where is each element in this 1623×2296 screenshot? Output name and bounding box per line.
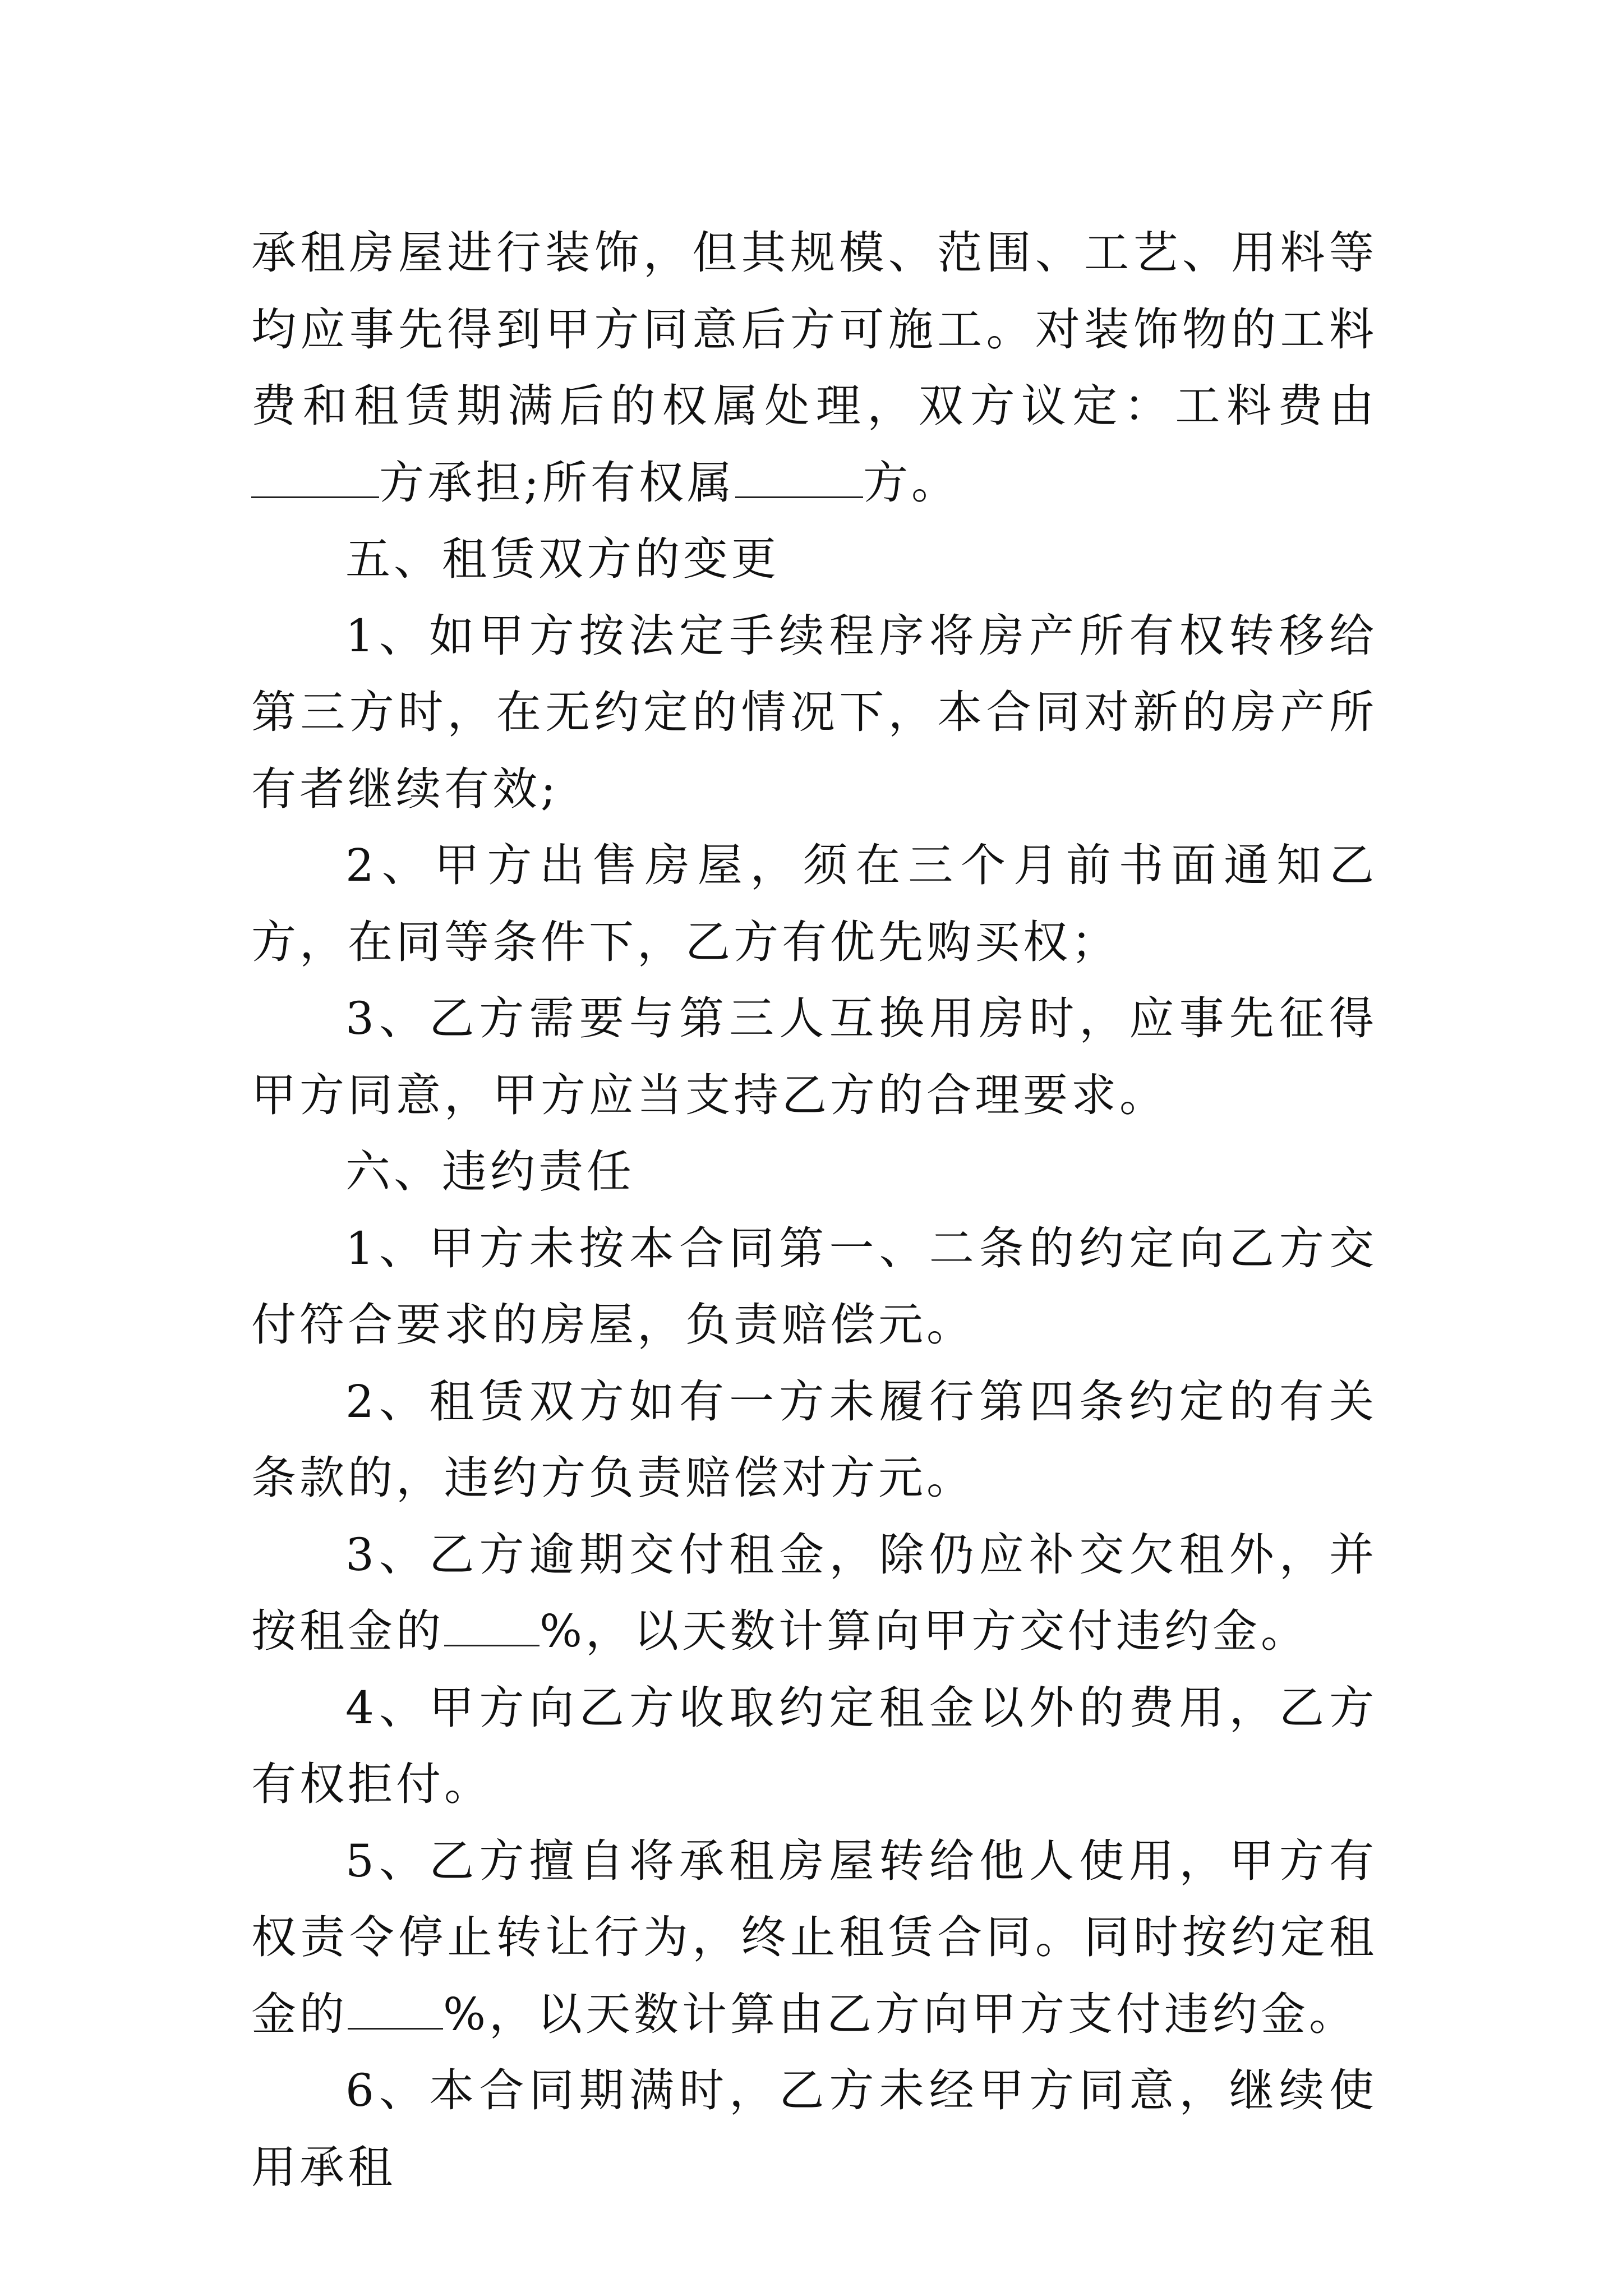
clause-5-1: 1、如甲方按法定手续程序将房产所有权转移给第三方时，在无约定的情况下，本合同对新的房产所有者继续有效; xyxy=(251,609,1377,815)
clause-6-1: 1、甲方未按本合同第一、二条的约定向乙方交付符合要求的房屋，负责赔偿元。 xyxy=(251,1222,1377,1351)
clause-6-5 xyxy=(251,1823,1377,2053)
text-segment: 3、乙方逾期交付租金，除仍应补交欠租外，并按租金的 xyxy=(251,1528,1377,1657)
fill-blank xyxy=(251,456,379,498)
text-segment: 方。 xyxy=(863,456,960,509)
clause-6-4: 4、甲方向乙方收取约定租金以外的费用，乙方有权拒付。 xyxy=(251,1681,1377,1810)
text-segment: 方承担;所有权属 xyxy=(379,456,735,509)
clause-6-6: 6、本合同期满时，乙方未经甲方同意，继续使用承租 xyxy=(251,2064,1377,2193)
text-segment: %，以天数计算向甲方交付违约金。 xyxy=(540,1605,1310,1657)
text-segment: 承租房屋进行装饰，但其规模、范围、工艺、用料等均应事先得到甲方同意后方可施工。对装饰物的工料费和租赁期满后的权属处理，双方议定：工料费由 xyxy=(251,227,1377,432)
text-segment: 5、乙方擅自将承租房屋转给他人使用，甲方有权责令停止转让行为，终止租赁合同。同时按约定租金的 xyxy=(251,1834,1377,2040)
section-heading-5: 五、租赁双方的变更 xyxy=(345,533,780,585)
fill-blank xyxy=(348,1987,443,2030)
fill-blank xyxy=(735,456,863,498)
clause-6-2: 2、租赁双方如有一方未履行第四条约定的有关条款的，违约方负责赔偿对方元。 xyxy=(251,1375,1377,1504)
document-page xyxy=(251,215,1377,2206)
paragraph-decoration-clause xyxy=(251,215,1377,521)
fill-blank xyxy=(444,1604,540,1646)
clause-5-2: 2、甲方出售房屋，须在三个月前书面通知乙方，在同等条件下，乙方有优先购买权； xyxy=(251,839,1377,968)
section-heading-6: 六、违约责任 xyxy=(345,1145,635,1198)
clause-6-3 xyxy=(251,1517,1377,1670)
clause-5-3: 3、乙方需要与第三人互换用房时，应事先征得甲方同意，甲方应当支持乙方的合理要求。 xyxy=(251,992,1377,1121)
text-segment: %，以天数计算由乙方向甲方支付违约金。 xyxy=(443,1987,1358,2040)
